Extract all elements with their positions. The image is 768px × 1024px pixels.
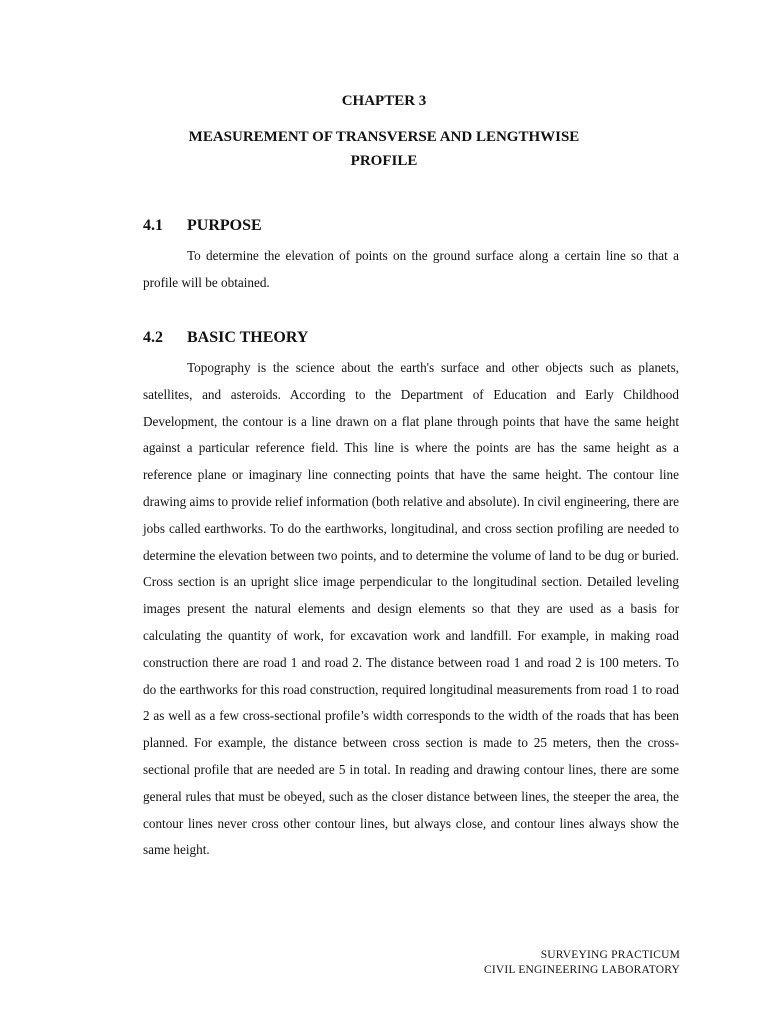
- footer-course: SURVEYING PRACTICUM: [540, 949, 680, 961]
- basic-theory-paragraph: Topography is the science about the earth's surface and other objects such as planets, satellites, and asteroids. According to the Department of Education and Early Childhood Development, the contour is a line drawn on a flat plane through points that have the same height against a particular reference field. This line is where the points are has the same height as a reference plane or imaginary line connecting points that have the same height. The contour line drawing aims to provide relief information (both relative and absolute). In civil engineering, there are jobs called earthworks. To do the earthworks, longitudinal, and cross section profiling are needed to determine the elevation between two points, and to determine the volume of land to be dug or buried. Cross section is an upright slice image perpendicular to the longitudinal section. Detailed leveling images present the natural elements and design elements so that they are used as a basis for calculating the quantity of work, for excavation work and landfill. For example, in making road construction there are road 1 and road 2. The distance between road 1 and road 2 is 100 meters. To do the earthworks for this road construction, required longitudinal measurements from road 1 to road 2 as well as a few cross-sectional profile’s width corresponds to the width of the roads that has been planned. For example, the distance between cross section is made to 25 meters, then the cross-sectional profile that are needed are 5 in total. In reading and drawing contour lines, there are some general rules that must be obeyed, such as the closer distance between lines, the steeper the area, the contour lines never cross other contour lines, but always close, and contour lines always show the same height.: [143, 360, 679, 858]
- chapter-title: MEASUREMENT OF TRANSVERSE AND LENGTHWISE PROFILE: [188, 129, 580, 169]
- footer-lab: CIVIL ENGINEERING LABORATORY: [484, 964, 680, 976]
- section-title: BASIC THEORY: [187, 329, 309, 346]
- section-heading-basic-theory: [143, 328, 308, 348]
- section-title: PURPOSE: [187, 217, 262, 234]
- chapter-label: CHAPTER 3: [341, 93, 427, 109]
- section-heading-purpose: [143, 216, 262, 236]
- section-number: 4.2: [143, 329, 163, 346]
- purpose-paragraph: To determine the elevation of points on the ground surface along a certain line so that a profile will be obtained.: [143, 248, 679, 290]
- section-number: 4.1: [143, 217, 163, 234]
- page-footer: [380, 948, 680, 978]
